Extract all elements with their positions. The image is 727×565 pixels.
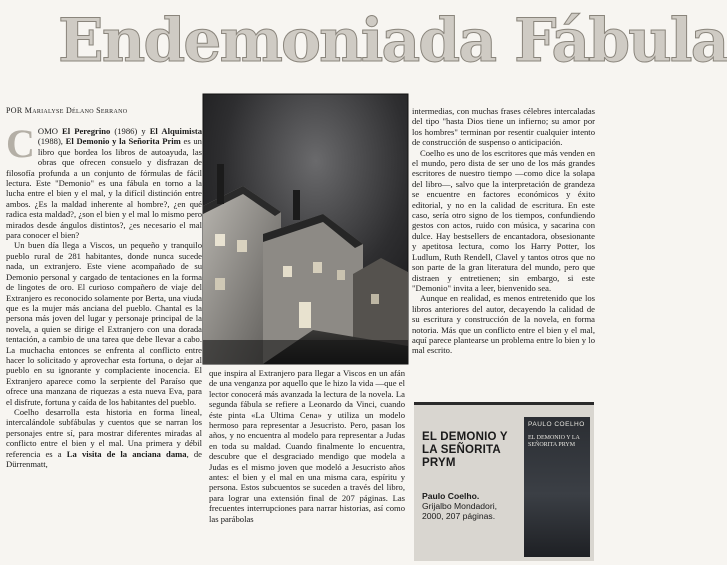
book-title: EL DEMONIO Y LA SEÑORITA PRYM [422, 431, 508, 469]
book-reference: El Peregrino [62, 126, 111, 136]
paragraph: Coelho desarrolla esta historia en forma lineal, intercalándole subfábulas y cuentos que se narran los personajes entre sí, para mostrar diferentes miradas al conflicto entre el bien y el mal. Una primera y débil referencia es a La visita de la anciana dama, de Dürrenmatt, [6, 406, 202, 469]
book-info-box [414, 402, 594, 561]
article-column-1 [6, 121, 202, 558]
book-cover-image [524, 417, 590, 557]
book-reference: El Alquimista [149, 126, 202, 136]
paragraph: intermedias, con muchas frases célebres intercaladas del tipo "hasta Dios tiene un infierno; su amor por los hombres" terminan por resentir cualquier intento de construcción de suspenso o anticipación. [412, 106, 595, 148]
cover-title: EL DEMONIO Y LA SEÑORITA PRYM [528, 435, 580, 448]
paragraph: Un buen día llega a Viscos, un pequeño y tranquilo pueblo rural de 281 habitantes, donde nunca sucede nada, un extranjero. Este viene acompañado de su Demonio personal y cargado de tentaciones en la forma de lingotes de oro. El curioso compañero de viaje del Extranjero es reconocido solamente por Berta, una viuda que es la mujer más anciana del pueblo. Chantal es la persona más joven del lugar y personaje principal de la novela, a quien se dirige el Extranjero con una dorada tentación, a cambio de una tarea que debe llevar a cabo. La muchacha entonces se enfrenta al conflicto entre hacer lo solicitado y aprovechar esta fortuna, o dejar al pueblo en su ignorante y complaciente inocencia. El Extranjero aparece como la serpiente del Paraíso que ofrece una manzana de riquezas a esta nueva Eva, para el disfrute, fortuna y caída de los habitantes del pueblo. [6, 240, 202, 407]
book-author: Paulo Coelho. [422, 491, 480, 501]
book-reference: La visita de la anciana dama [66, 448, 187, 459]
drop-cap: C [6, 121, 35, 166]
article-column-2 [209, 368, 405, 558]
paragraph: Aunque en realidad, es menos entretenido que los libros anteriores del autor, decayendo la calidad de su escritura y construcción de la novela, en forma notoria. Más que un conflicto entre el bien y el mal, aquí parece plantearse un problema entre lo bien y lo mal escrito. [412, 293, 595, 356]
byline [6, 106, 127, 115]
village-night-photo [203, 94, 408, 364]
book-publisher: Grijalbo Mondadori, [422, 501, 497, 511]
book-reference: El Demonio y la Señorita Prim [65, 136, 181, 147]
paragraph: COMO El Peregrino (1986) y El Alquimista (1988), El Demonio y la Señorita Prim es un libro que bordea los libros de autoayuda, las obras que ofrecen consuelo y disfrazan de filosofía profunda a un conjunto de fórmulas de fácil lectura. Este "Demonio" es una fábula en torno a la lucha entre el bien y el mal, y la difícil distinción entre ambos. ¿Es la maldad inherente al hombre?, ¿en qué radica esta maldad?, ¿son el bien y el mal lo mismo pero mirados desde ángulos distintos?, ¿es necesario el mal para conocer el bien? [6, 121, 202, 241]
article-column-3 [412, 106, 595, 406]
cover-author: PAULO COELHO [528, 421, 585, 428]
headline: Endemoniada Fábula [58, 6, 727, 76]
byline-prefix: POR [6, 106, 23, 115]
book-details [422, 491, 520, 521]
book-pages: 2000, 207 páginas. [422, 511, 496, 521]
paragraph: que inspira al Extranjero para llegar a Viscos en un afán de una venganza por aquello que le hizo la vida —que el lector conocerá más avanzada la lectura de la novela. La segunda fábula se refiere a Leonardo da Vinci, cuando éste pinta «La Ultima Cena» y utiliza un modelo hermoso para representar a Jesucristo. Pero, pasan los años, y no encuentra al modelo para representar a Judas en toda su maldad. Cuando finalmente lo encuentra, descubre que el desgraciado mendigo que modela a Judas es el mismo joven que modeló a Jesucristo años antes: el bien y el mal en una misma cara, espíritu y persona. Estos subcuentos se suceden a través del libro, para lograr una extensión final de 207 páginas. Las frecuentes interrupciones para narrar historias, así como las parábolas [209, 368, 405, 524]
village-night-illustration [203, 94, 408, 364]
byline-author: Marialyse Délano Serrano [24, 106, 128, 115]
paragraph: Coelho es uno de los escritores que más venden en el mundo, pero dista de ser uno de los más grandes escritores de nuestro tiempo —como dice la solapa del libro—, salvo que la interpretación de grandeza se encuentre en factores económicos y éxito editorial, y no en la calidad de escritura. En este caso, sería otro signo de los tiempos, confundiendo gestos con actos, ruido con música, y sacarina con dulce. Hay bestsellers de encantadora, obsesionante y apetitosa lectura, como los Harry Potter, los Ludlum, Ruth Rendell, Clavel y tantos otros que no son parte de la gran literatura del mundo, pero que distraen y entretienen; sin embargo, si este "Demonio" invita a leer, bienvenido sea. [412, 147, 595, 293]
